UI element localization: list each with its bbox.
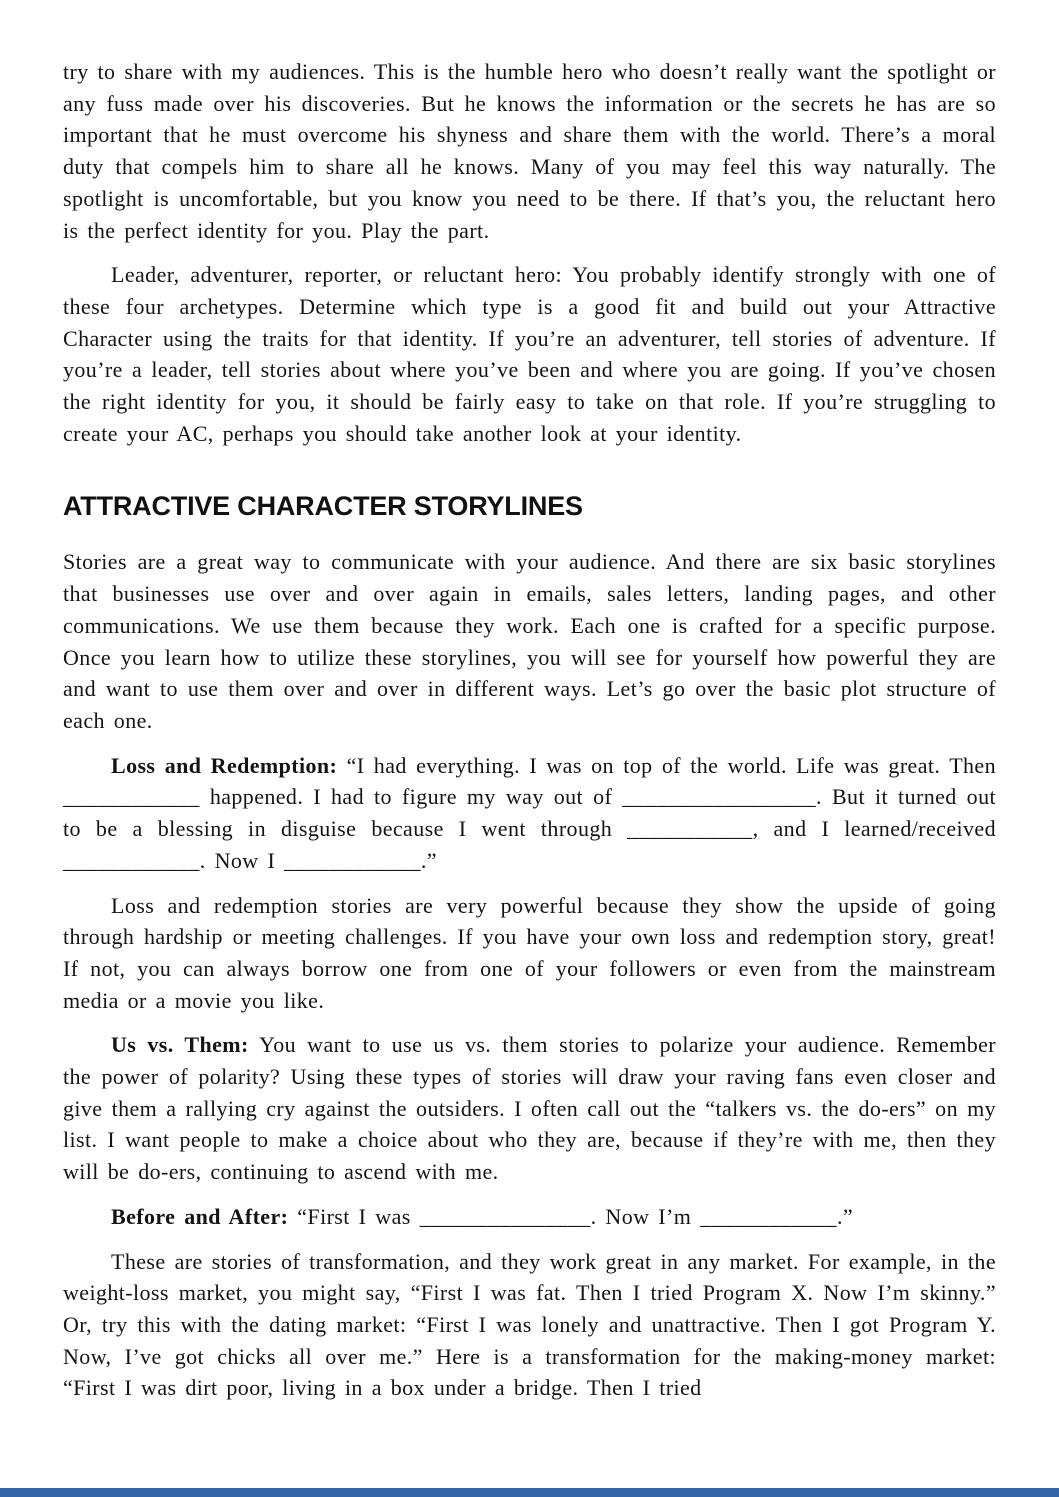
paragraph-before-and-after [63, 1201, 996, 1233]
bottom-blue-bar [0, 1488, 1059, 1497]
paragraph-transformation-examples: These are stories of transformation, and they work great in any market. For example, in the weight-loss market, you might say, “First I was fat. Then I tried Program X. Now I’m skinny.” Or, try this with the dating market: “First I was lonely and unattractive. Then I got Program Y. Now, I’ve got chicks all over me.” Here is a transformation for the making-money market: “First I was dirt poor, living in a box under a bridge. Then I tried [63, 1248, 996, 1401]
storyline-label-us-vs-them: Us vs. Them: [111, 1032, 249, 1058]
storyline-label-before-and-after: Before and After: [111, 1203, 289, 1229]
section-heading-attractive-character-storylines: ATTRACTIVE CHARACTER STORYLINES [63, 491, 583, 522]
paragraph-loss-and-redemption-script [63, 750, 996, 877]
paragraph-reluctant-hero: try to share with my audiences. This is the humble hero who doesn’t really want the spotlight or any fuss made over his discoveries. But he knows the information or the secrets he has are so important that he must overcome his shyness and share them with the world. There’s a moral duty that compels him to share all he knows. Many of you may feel this way naturally. The spotlight is uncomfortable, but you know you need to be there. If that’s you, the reluctant hero is the perfect identity for you. Play the part. [63, 59, 996, 243]
storyline-label-loss-and-redemption: Loss and Redemption: [111, 752, 338, 778]
paragraph-archetypes: Leader, adventurer, reporter, or reluctant hero: You probably identify strongly with one of these four archetypes. Determine which type is a good fit and build out your Attractive Character using the traits for that identity. If you’re an adventurer, tell stories of adventure. If you’re a leader, tell stories about where you’ve been and where you are going. If you’ve chosen the right identity for you, it should be fairly easy to take on that role. If you’re struggling to create your AC, perhaps you should take another look at your identity. [63, 262, 996, 446]
storyline-script-loss-and-redemption: “I had everything. I was on top of the world. Life was great. Then ____________ happened. I had to figure my way out of _________________. But it turned out to be a blessing in disguise because I went through ___________, and I learned/received ____________. Now I ____________.” [63, 752, 996, 873]
storyline-script-before-and-after: “First I was _______________. Now I’m ____________.” [297, 1203, 854, 1229]
storyline-script-us-vs-them: You want to use us vs. them stories to polarize your audience. Remember the power of polarity? Using these types of stories will draw your raving fans even closer and give them a rallying cry against the outsiders. I often call out the “talkers vs. the do-ers” on my list. I want people to make a choice about who they are, because if they’re with me, then they will be do-ers, continuing to ascend with me. [63, 1032, 996, 1185]
paragraph-loss-and-redemption-why: Loss and redemption stories are very powerful because they show the upside of going through hardship or meeting challenges. If you have your own loss and redemption story, great! If not, you can always borrow one from one of your followers or even from the mainstream media or a movie you like. [63, 892, 996, 1013]
paragraph-storylines-intro: Stories are a great way to communicate with your audience. And there are six basic storylines that businesses use over and over again in emails, sales letters, landing pages, and other communications. We use them because they work. Each one is crafted for a specific purpose. Once you learn how to utilize these storylines, you will see for yourself how powerful they are and want to use them over and over in different ways. Let’s go over the basic plot structure of each one. [63, 549, 996, 733]
paragraph-us-vs-them [63, 1029, 996, 1188]
